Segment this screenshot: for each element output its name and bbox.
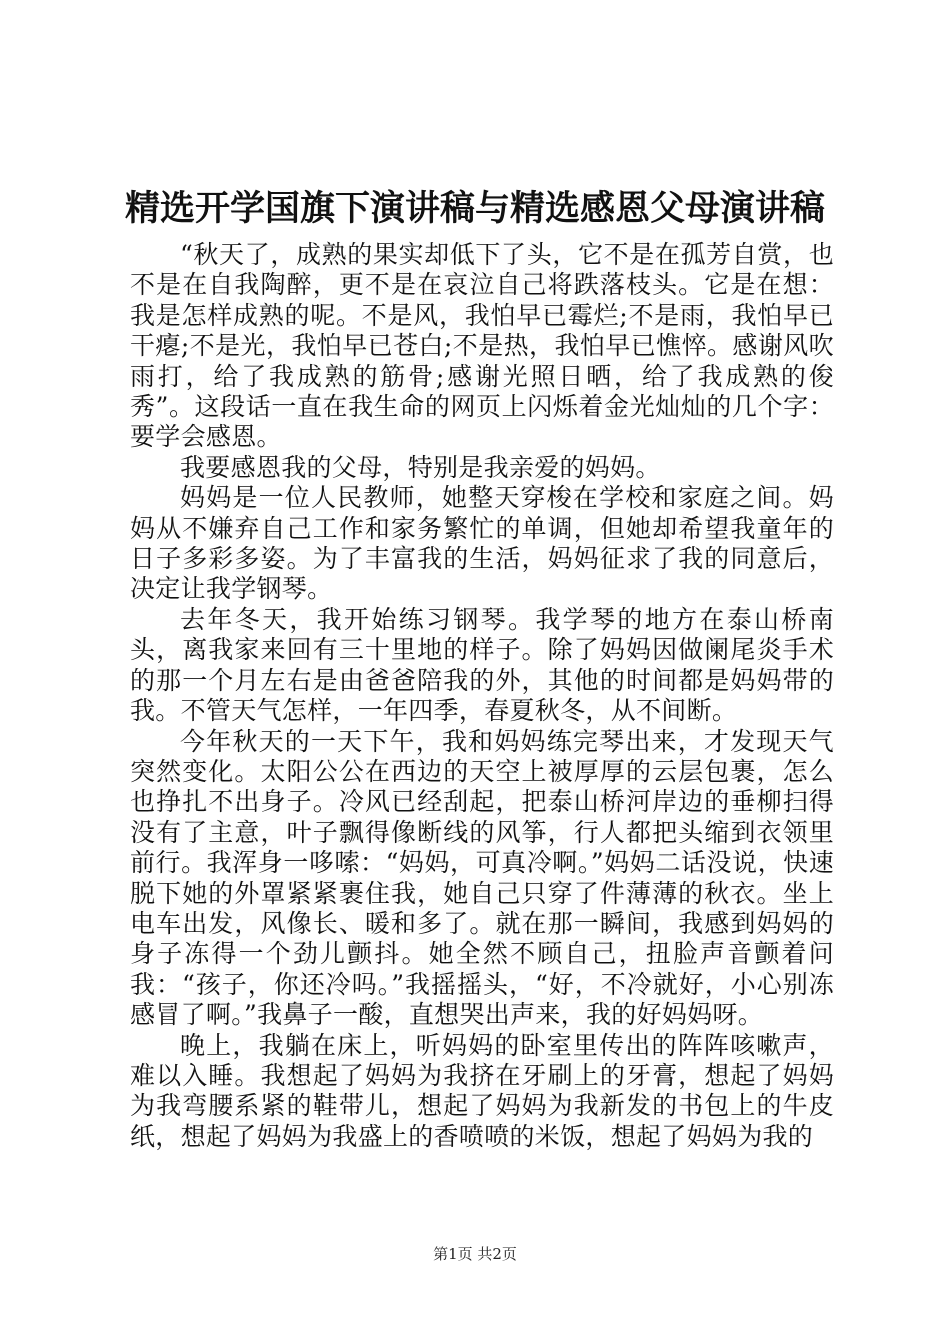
document-title: 精选开学国旗下演讲稿与精选感恩父母演讲稿	[124, 188, 825, 229]
paragraph: “秋天了，成熟的果实却低下了头，它不是在孤芳自赏，也不是在自我陶醉，更不是在哀泣自己将跌落枝头。它是在想：我是怎样成熟的呢。不是风，我怕早已霉烂;不是雨，我怕早已干瘪;不是光，我怕早已苍白;不是热，我怕早已憔悴。感谢风吹雨打，给了我成熟的筋骨;感谢光照日晒，给了我成熟的俊秀”。这段话一直在我生命的网页上闪烁着金光灿灿的几个字：要学会感恩。	[130, 240, 834, 452]
document-body	[130, 240, 834, 1152]
paragraph: 妈妈是一位人民教师，她整天穿梭在学校和家庭之间。妈妈从不嫌弃自己工作和家务繁忙的单调，但她却希望我童年的日子多彩多姿。为了丰富我的生活，妈妈征求了我的同意后，决定让我学钢琴。	[130, 483, 834, 604]
paragraph: 今年秋天的一天下午，我和妈妈练完琴出来，才发现天气突然变化。太阳公公在西边的天空上被厚厚的云层包裹，怎么也挣扎不出身子。冷风已经刮起，把泰山桥河岸边的垂柳扫得没有了主意，叶子飘得像断线的风筝，行人都把头缩到衣领里前行。我浑身一哆嗦：“妈妈，可真冷啊。”妈妈二话没说，快速脱下她的外罩紧紧裹住我，她自己只穿了件薄薄的秋衣。坐上电车出发，风像长、暖和多了。就在那一瞬间，我感到妈妈的身子冻得一个劲儿颤抖。她全然不顾自己，扭脸声音颤着问我：“孩子，你还冷吗。”我摇摇头，“好，不冷就好，小心别冻感冒了啊。”我鼻子一酸，直想哭出声来，我的好妈妈呀。	[130, 726, 834, 1030]
paragraph: 去年冬天，我开始练习钢琴。我学琴的地方在泰山桥南头，离我家来回有三十里地的样子。除了妈妈因做阑尾炎手术的那一个月左右是由爸爸陪我的外，其他的时间都是妈妈带的我。不管天气怎样，一年四季，春夏秋冬，从不间断。	[130, 604, 834, 726]
page-footer: 第1页 共2页	[433, 1245, 517, 1263]
paragraph: 我要感恩我的父母，特别是我亲爱的妈妈。	[180, 452, 661, 482]
paragraph: 晚上，我躺在床上，听妈妈的卧室里传出的阵阵咳嗽声，难以入睡。我想起了妈妈为我挤在牙刷上的牙膏，想起了妈妈为我弯腰系紧的鞋带儿，想起了妈妈为我新发的书包上的牛皮纸，想起了妈妈为我盛上的香喷喷的米饭，想起了妈妈为我的	[130, 1030, 834, 1151]
